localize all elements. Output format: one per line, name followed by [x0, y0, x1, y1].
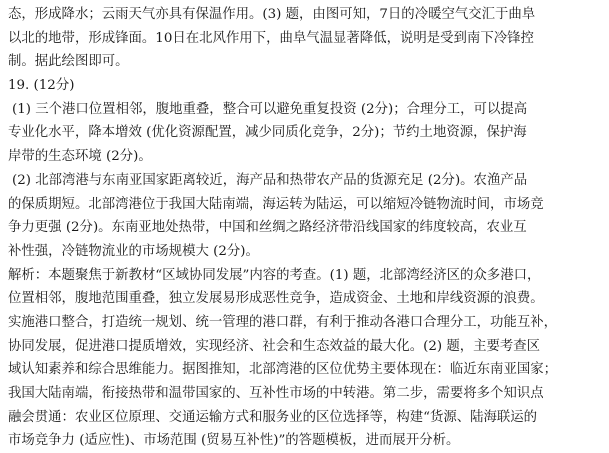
text-line-2: 以北的地带，形成锋面。10日在北风作用下，曲阜气温显著降低，说明是受到南下冷锋控 — [8, 30, 534, 46]
text-line-11: 补性强，冷链物流业的市场规模大 (2分)。 — [8, 243, 259, 259]
analysis-line-6: 我国大陆南端，衔接热带和温带国家的、互补性市场的中转港。第二步，需要将多个知识点 — [8, 386, 544, 401]
text-line-10: 争力更强 (2分)。东南亚地处热带，中国和丝绸之路经济带沿线国家的纬度较高，农业互 — [8, 220, 527, 236]
analysis-line-3: 实施港口整合，打造统一规划、统一管理的港口群，有利于推动各港口合理分工，功能互补， — [8, 314, 558, 330]
text-line-6: 专业化水平，降本增效 (优化资源配置，减少同质化竞争，2分)；节约土地资源，保护海 — [8, 125, 527, 141]
text-line-8: (2) 北部湾港与东南亚国家距离较近，海产品和热带农产品的货源充足 (2分)。农渔产品 — [12, 172, 528, 188]
question-number: 19. (12分) — [8, 78, 75, 94]
analysis-line-8: 市场竞争力 (适应性)、市场范围 (贸易互补性)”的答题模板，进而展开分析。 — [8, 433, 460, 449]
analysis-line-2: 位置相邻，腹地范围重叠，独立发展易形成恶性竞争，造成资金、土地和岸线资源的浪费。 — [8, 291, 544, 307]
analysis-line-5: 域认知素养和综合思维能力。据图推知，北部湾港的区位优势主要体现在：临近东南亚国家； — [8, 362, 558, 378]
text-line-9: 的保质期短。北部湾港位于我国大陆南端，海运转为陆运，可以缩短冷链物流时间，市场竞 — [8, 196, 544, 212]
analysis-line-7: 融会贯通：农业区位原理、交通运输方式和服务业的区位选择等，构建“货源、陆海联运的 — [8, 409, 538, 425]
text-line-7: 岸带的生态环境 (2分)。 — [8, 149, 152, 165]
analysis-line-4: 协同发展，促进港口提质增效，实现经济、社会和生态效益的最大化。(2) 题，主要考查区 — [8, 338, 541, 354]
text-line-1: 态，形成降水；云雨天气亦具有保温作用。(3) 题，由图可知，7日的冷暖空气交汇于曲阜 — [8, 7, 536, 22]
text-line-3: 制。据此绘图即可。 — [8, 54, 129, 70]
text-line-5: (1) 三个港口位置相邻，腹地重叠，整合可以避免重复投资 (2分)；合理分工，可以提高 — [12, 101, 528, 117]
analysis-line-1: 解析：本题聚焦于新教材“区域协同发展”内容的考查。(1) 题，北部湾经济区的众多港口， — [8, 267, 541, 283]
